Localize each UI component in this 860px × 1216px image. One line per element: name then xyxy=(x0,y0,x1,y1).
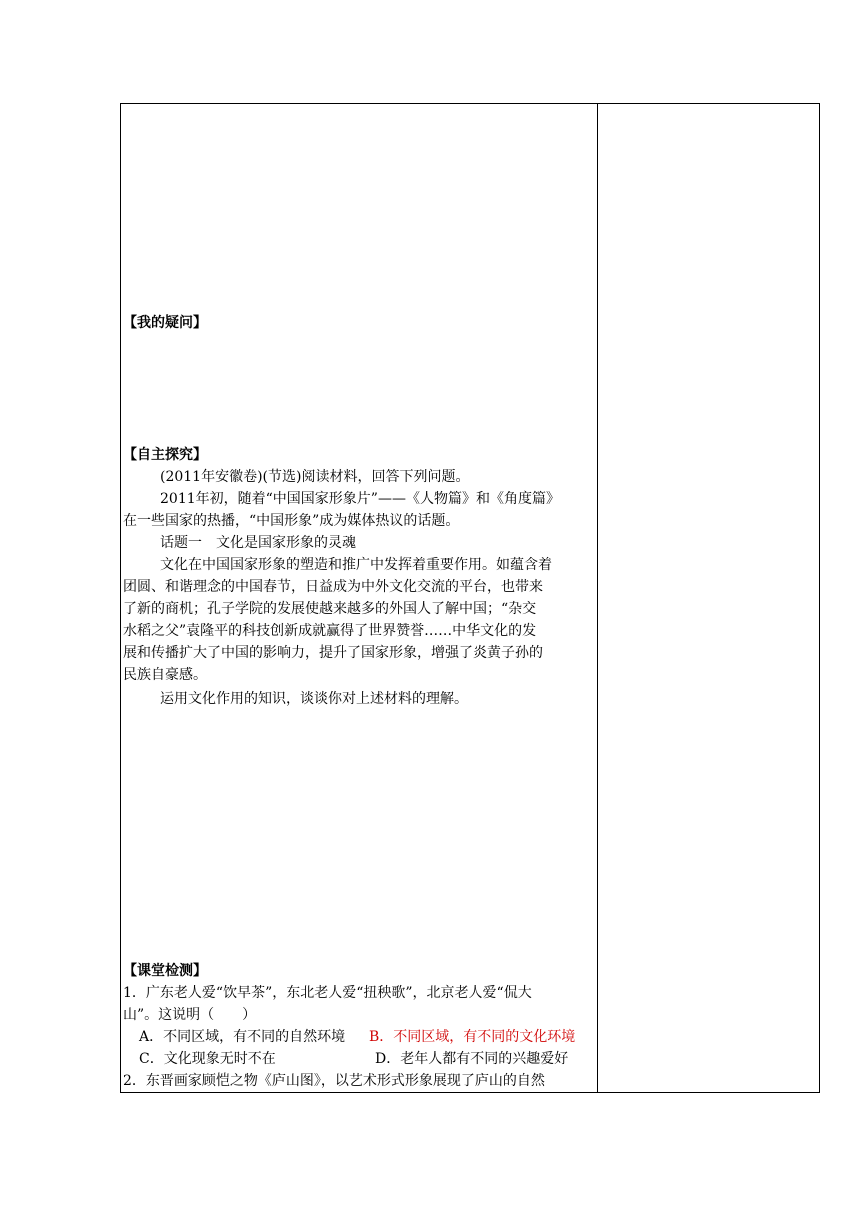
my-questions-heading: 【我的疑问】 xyxy=(123,315,207,331)
explore-para-line-4: 水稻之父”袁隆平的科技创新成就赢得了世界赞誉……中华文化的发 xyxy=(123,623,537,639)
main-content-cell xyxy=(123,103,595,1091)
explore-source: (2011年安徽卷)(节选)阅读材料，回答下列问题。 xyxy=(160,469,470,485)
explore-topic: 话题一 文化是国家形象的灵魂 xyxy=(160,535,356,551)
question-1-line-1: 1．广东老人爱“饮早茶”，东北老人爱“扭秧歌”，北京老人爱“侃大 xyxy=(123,985,532,1001)
question-1-option-d: D．老年人都有不同的兴趣爱好 xyxy=(375,1051,569,1067)
explore-question: 运用文化作用的知识，谈谈你对上述材料的理解。 xyxy=(160,691,468,707)
explore-para-line-6: 民族自豪感。 xyxy=(123,667,207,683)
explore-para-line-1: 文化在中国国家形象的塑造和推广中发挥着重要作用。如蕴含着 xyxy=(160,557,552,573)
question-2-line-1: 2．东晋画家顾恺之物《庐山图》，以艺术形式形象展现了庐山的自然 xyxy=(123,1073,545,1089)
class-check-heading: 【课堂检测】 xyxy=(123,963,207,979)
question-1-option-b-answer: B．不同区域，有不同的文化环境 xyxy=(369,1029,576,1045)
question-1-option-c: C．文化现象无时不在 xyxy=(139,1051,276,1067)
self-explore-heading: 【自主探究】 xyxy=(123,447,207,463)
explore-intro-line-2: 在一些国家的热播，“中国形象”成为媒体热议的话题。 xyxy=(123,513,460,529)
explore-para-line-5: 展和传播扩大了中国的影响力，提升了国家形象，增强了炎黄子孙的 xyxy=(123,645,543,661)
explore-para-line-2: 团圆、和谐理念的中国春节，日益成为中外文化交流的平台，也带来 xyxy=(123,579,543,595)
question-1-option-a: A．不同区域，有不同的自然环境 xyxy=(139,1029,346,1045)
explore-para-line-3: 了新的商机；孔子学院的发展使越来越多的外国人了解中国；“杂交 xyxy=(123,601,537,617)
question-1-line-2: 山”。这说明（ ） xyxy=(123,1007,257,1023)
explore-intro-line-1: 2011年初，随着“中国国家形象片”——《人物篇》和《角度篇》 xyxy=(160,491,560,507)
table-column-divider xyxy=(597,103,598,1093)
